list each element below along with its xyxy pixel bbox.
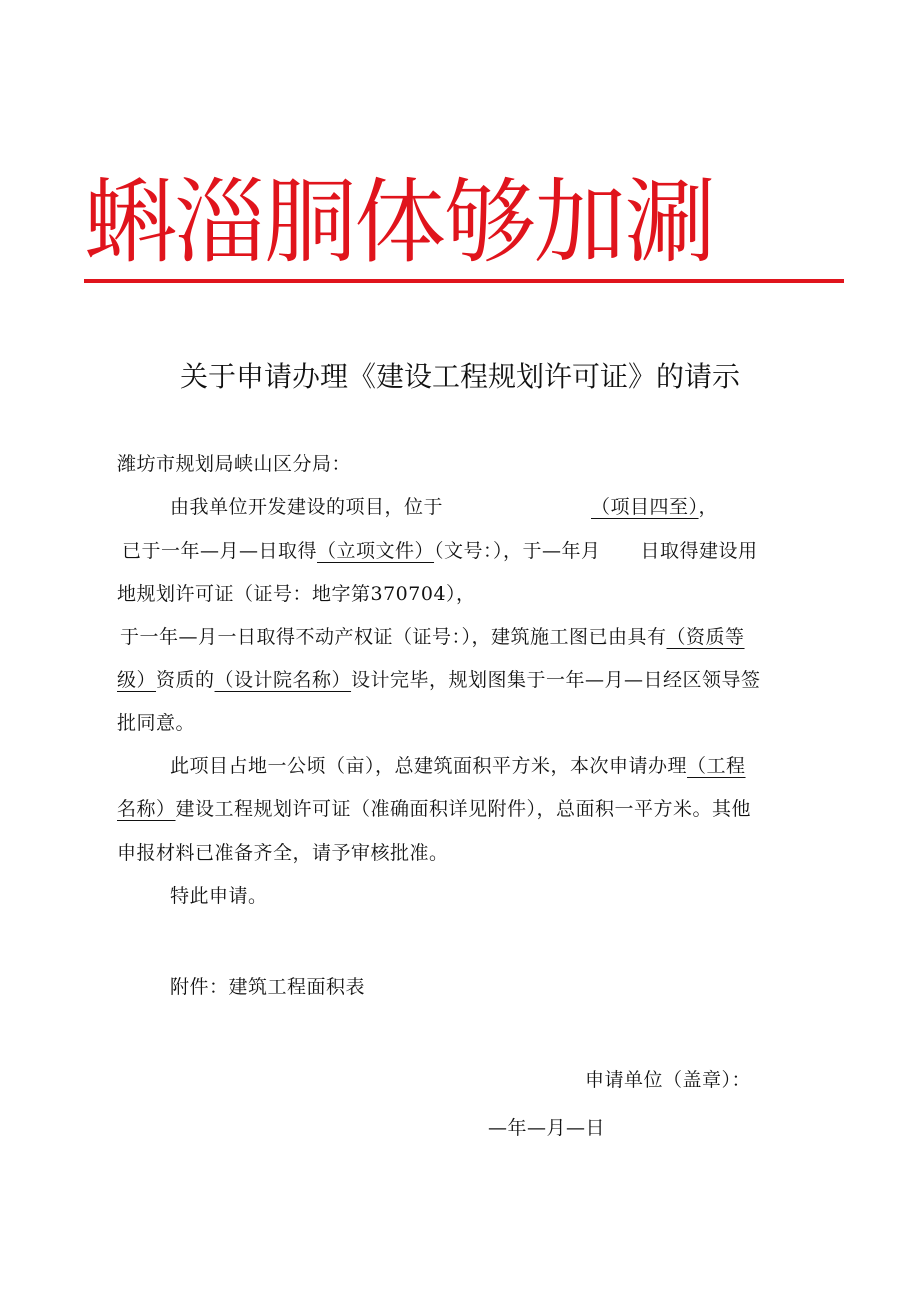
letterhead-divider [84, 279, 844, 283]
underlined-field: （立项文件） [317, 540, 435, 562]
paragraph-1-line-4 [120, 624, 745, 650]
underlined-field: 名称） [117, 798, 176, 820]
closing-line: 特此申请。 [170, 885, 268, 907]
paragraph-2-line-3: 申报材料已准备齐全，请予审核批准。 [117, 842, 449, 864]
text-segment: 资质的 [156, 669, 215, 691]
paragraph-1-line-2 [122, 538, 758, 564]
text-segment: ， [698, 496, 719, 518]
paragraph-1-line-1 [170, 494, 718, 520]
document-title: 关于申请办理《建设工程规划许可证》的请示 [179, 360, 740, 393]
paragraph-2-line-1 [170, 753, 746, 779]
text-segment: 建设工程规划许可证（准确面积详见附件），总面积一平方米。其他 [175, 798, 752, 820]
underlined-field: （资质等 [666, 626, 745, 648]
underlined-field: （工程 [687, 755, 746, 777]
paragraph-1-line-6: 批同意。 [117, 712, 196, 734]
text-segment: 日取得建设用 [640, 540, 758, 562]
text-segment: 于一年—月一日取得不动产权证（证号：），建筑施工图已由具有 [120, 626, 667, 648]
paragraph-2-line-2 [117, 796, 751, 822]
text-segment: 设计完毕，规划图集于一年—月—日经区领导签 [351, 669, 761, 691]
attachment-note: 附件：建筑工程面积表 [170, 976, 366, 998]
underlined-field: （项目四至） [591, 496, 699, 518]
text-segment: 由我单位开发建设的项目，位于 [170, 496, 444, 518]
paragraph-1-line-5 [117, 667, 761, 693]
letterhead-title: 蝌淄胴体够加涮 [84, 169, 715, 276]
underlined-field: 级） [117, 669, 157, 691]
text-segment: （文号：），于—年月 [434, 540, 601, 562]
paragraph-1-line-3: 地规划许可证（证号：地字第370704）， [117, 583, 476, 605]
text-segment: 已于一年—月—日取得 [122, 540, 318, 562]
applicant-signature-label: 申请单位（盖章）： [585, 1069, 752, 1091]
text-segment: 此项目占地一公顷（亩），总建筑面积平方米，本次申请办理 [170, 755, 688, 777]
date-line: —年—月—日 [488, 1117, 606, 1139]
recipient: 潍坊市规划局峡山区分局： [117, 453, 352, 475]
underlined-field: （设计院名称） [214, 669, 352, 691]
